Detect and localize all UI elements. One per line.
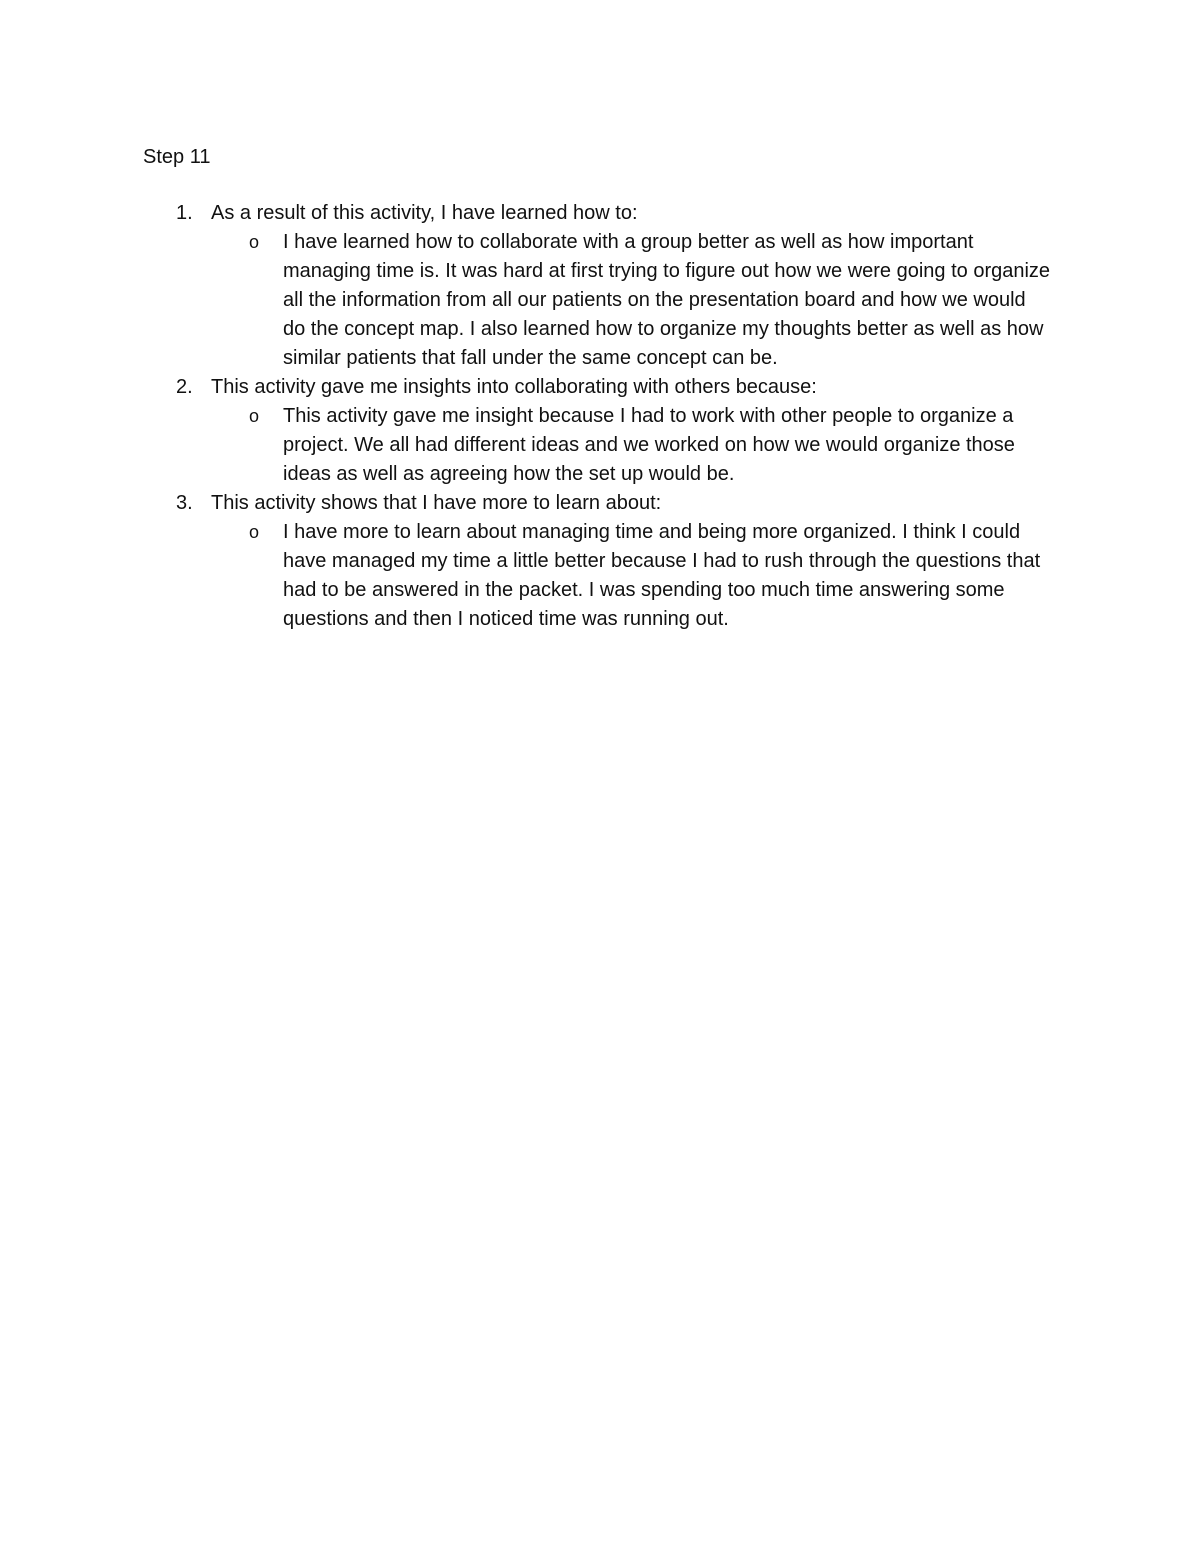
item-answer-block [143,402,1053,489]
item-number: 1. [176,202,193,224]
item-prompt: As a result of this activity, I have learned how to: [211,202,638,224]
item-answer-block [143,228,1053,373]
list-item [143,489,1063,634]
item-prompt-row [143,373,1063,402]
page-heading: Step 11 [143,146,211,168]
item-prompt: This activity gave me insights into collaborating with others because: [211,376,817,398]
item-prompt-row [143,199,1063,228]
circle-bullet-icon: o [249,406,260,426]
numbered-list [143,199,1063,634]
item-prompt-row [143,489,1063,518]
circle-bullet-icon: o [249,232,260,252]
item-answer: I have more to learn about managing time and being more organized. I think I could have managed my time a little better because I had to rush through the questions that had to be answered in the packet. I was spending too much time answering some questions and then I noticed time was running out. [283,521,1041,630]
item-prompt: This activity shows that I have more to learn about: [211,492,662,514]
item-number: 2. [176,376,193,398]
list-item [143,199,1063,373]
item-answer: I have learned how to collaborate with a group better as well as how important managing time is. It was hard at first trying to figure out how we were going to organize all the information from all our patients on the presentation board and how we would do the concept map. I also learned how to organize my thoughts better as well as how similar patients that fall under the same concept can be. [283,231,1051,369]
item-answer-block [143,518,1053,634]
item-number: 3. [176,492,193,514]
item-answer: This activity gave me insight because I had to work with other people to organize a project. We all had different ideas and we worked on how we would organize those ideas as well as agreeing how the set up would be. [283,405,1015,485]
circle-bullet-icon: o [249,522,260,542]
list-item [143,373,1063,489]
